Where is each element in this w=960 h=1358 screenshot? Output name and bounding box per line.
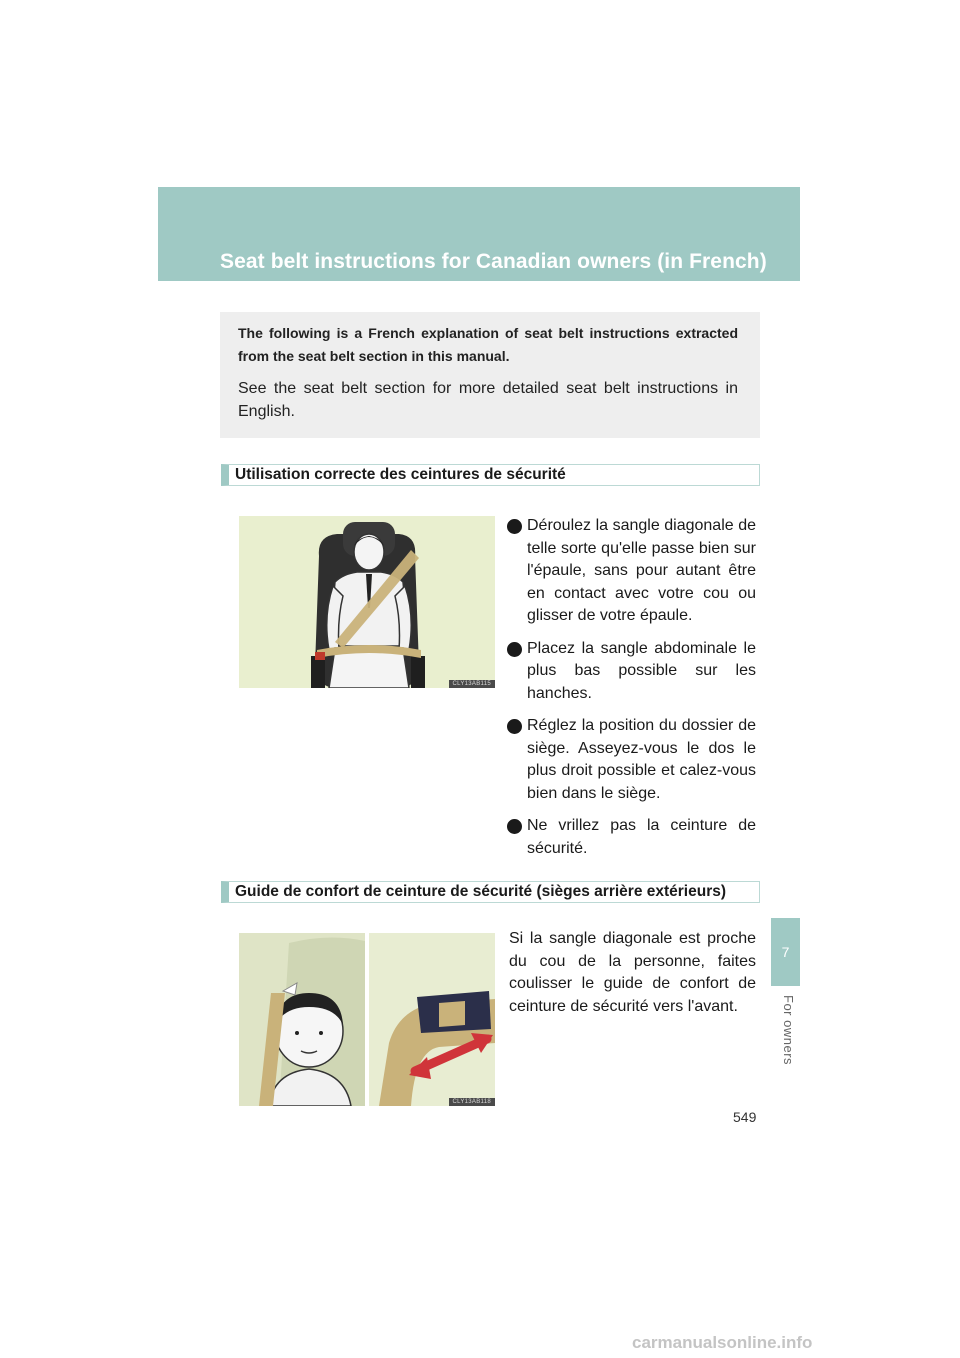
list-item-text: Placez la sangle abdominale le plus bas possible sur les hanches.	[527, 639, 756, 702]
page-number: 549	[733, 1109, 757, 1125]
intro-paragraph-2: See the seat belt section for more detailed seat belt instructions in English.	[238, 380, 738, 420]
header-banner	[158, 187, 800, 281]
comfort-guide-paragraph: Si la sangle diagonale est proche du cou de la personne, faites coulisser le guide de confort de ceinture de sécurité vers l'avant.	[509, 930, 756, 1015]
list-item	[507, 638, 756, 706]
list-item	[507, 715, 756, 805]
comfort-guide-figure-svg	[239, 933, 495, 1106]
comfort-guide-illustration	[239, 933, 495, 1106]
list-item	[507, 815, 756, 860]
section-heading-text: Utilisation correcte des ceintures de sécurité	[235, 466, 566, 483]
intro-box	[220, 312, 760, 438]
chapter-label: For owners	[781, 995, 796, 1066]
figure-code-label: CLY13AB115	[449, 680, 495, 688]
bullet-icon	[507, 819, 522, 834]
section-heading-text: Guide de confort de ceinture de sécurité (sièges arrière extérieurs)	[235, 883, 727, 900]
intro-paragraph-1: The following is a French explanation of seat belt instructions extracted from the seat belt section in this manual.	[238, 325, 738, 364]
seated-person-illustration	[239, 516, 495, 688]
list-item-text: Réglez la position du dossier de siège. Asseyez-vous le dos le plus droit possible et calez-vous bien dans le siège.	[527, 717, 756, 802]
bullet-icon	[507, 642, 522, 657]
seat-belt-figure-svg	[239, 516, 495, 688]
bullet-icon	[507, 719, 522, 734]
bullet-icon	[507, 519, 522, 534]
section-heading-correct-use	[221, 464, 760, 486]
chapter-tab: 7	[771, 918, 800, 986]
list-item-text: Déroulez la sangle diagonale de telle sorte qu'elle passe bien sur l'épaule, sans pour autant être en contact avec votre cou ou glisser de votre épaule.	[527, 517, 756, 624]
list-item-text: Ne vrillez pas la ceinture de sécurité.	[527, 817, 756, 857]
section-heading-comfort-guide	[221, 881, 760, 903]
page-title: Seat belt instructions for Canadian owners (in French)	[220, 250, 767, 273]
figure-code-label: CLY13AB118	[449, 1098, 495, 1106]
watermark-text: carmanualsonline.info	[632, 1333, 813, 1352]
instruction-list	[507, 515, 756, 870]
list-item	[507, 515, 756, 628]
